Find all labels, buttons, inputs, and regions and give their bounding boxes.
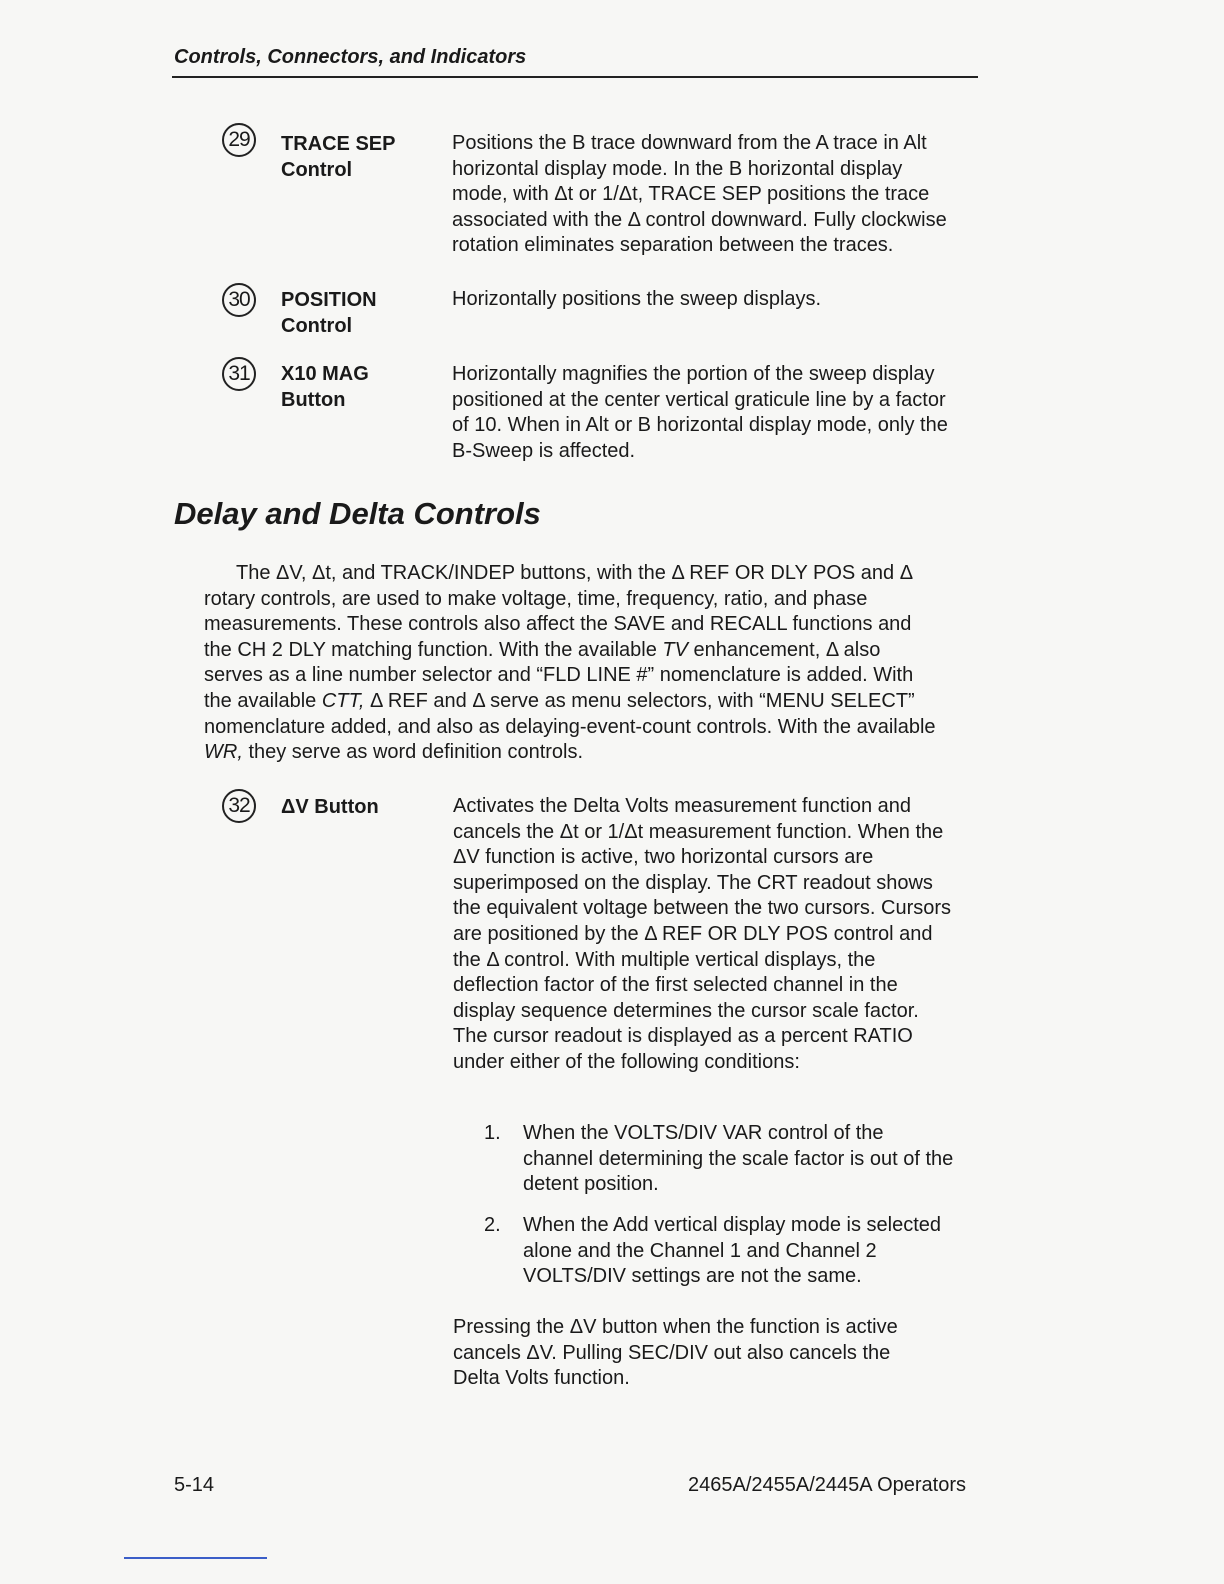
item-29-label-line2: Control (281, 159, 353, 181)
callout-number-30: 30 (222, 283, 256, 317)
closing-line: Pressing the ΔV button when the function is active (453, 1316, 898, 1338)
header-rule (172, 76, 978, 78)
section-title: Delay and Delta Controls (174, 496, 541, 531)
closing-paragraph (453, 1315, 898, 1392)
item-29-label (281, 131, 395, 183)
desc-line: of 10. When in Alt or B horizontal display mode, only the (452, 414, 948, 437)
intro-text: they serve as word definition controls. (242, 741, 584, 764)
list-line: alone and the Channel 1 and Channel 2 (523, 1239, 877, 1262)
desc-line: ΔV function is active, two horizontal cursors are (453, 846, 874, 869)
closing-line: cancels ΔV. Pulling SEC/DIV out also cancels the (453, 1341, 891, 1364)
intro-line: rotary controls, are used to make voltage, time, frequency, ratio, and phase (204, 587, 868, 610)
page-number: 5-14 (174, 1474, 215, 1496)
bottom-divider (124, 1557, 267, 1559)
list-line: detent position. (523, 1173, 659, 1196)
intro-text: Δ REF and Δ serve as menu selectors, with “MENU SELECT” (364, 689, 915, 712)
intro-line (204, 740, 984, 766)
desc-line: associated with the Δ control downward. Fully clockwise (452, 208, 947, 231)
desc-line: rotation eliminates separation between the traces. (452, 234, 894, 257)
desc-line: cancels the Δt or 1/Δt measurement function. When the (453, 820, 944, 843)
desc-line: positioned at the center vertical graticule line by a factor (452, 388, 946, 411)
desc-line: are positioned by the Δ REF OR DLY POS control and (453, 922, 933, 945)
list-line: channel determining the scale factor is out of the (523, 1147, 954, 1170)
intro-text: the available (204, 689, 322, 712)
item-32-description (453, 794, 951, 1076)
desc-line: superimposed on the display. The CRT readout shows (453, 871, 933, 894)
list-line: When the VOLTS/DIV VAR control of the (523, 1122, 884, 1144)
item-30-label (281, 287, 377, 339)
intro-text: enhancement, Δ also (687, 638, 881, 661)
item-30-description (452, 287, 821, 313)
callout-number-31: 31 (222, 357, 256, 391)
desc-line: horizontal display mode. In the B horizontal display (452, 157, 903, 180)
desc-line: deflection factor of the first selected channel in the (453, 974, 898, 997)
desc-line: the equivalent voltage between the two cursors. Cursors (453, 897, 952, 920)
intro-italic-tv: TV (662, 638, 688, 661)
item-31-label-line1: X10 MAG (281, 363, 369, 385)
intro-line: measurements. These controls also affect the SAVE and RECALL functions and (204, 613, 912, 636)
item-31-label-line2: Button (281, 389, 346, 411)
desc-line: display sequence determines the cursor scale factor. (453, 999, 919, 1022)
intro-line (204, 638, 984, 664)
item-31-label (281, 361, 369, 413)
item-32-label: ΔV Button (281, 796, 379, 818)
callout-number-29: 29 (222, 123, 256, 157)
item-31-description (452, 362, 948, 464)
intro-italic-ctt: CTT, (321, 689, 365, 712)
running-head: Controls, Connectors, and Indicators (174, 46, 527, 68)
intro-line: serves as a line number selector and “FLD LINE #” nomenclature is added. With (204, 664, 914, 687)
desc-line: under either of the following conditions: (453, 1050, 800, 1073)
desc-line: the Δ control. With multiple vertical displays, the (453, 948, 876, 971)
intro-line (204, 689, 984, 715)
desc-line: B-Sweep is affected. (452, 439, 636, 462)
desc-line: Horizontally magnifies the portion of the sweep display (452, 363, 935, 385)
list-number-2: 2. (484, 1214, 501, 1236)
desc-line: The cursor readout is displayed as a percent RATIO (453, 1025, 913, 1048)
desc-line: Activates the Delta Volts measurement function and (453, 795, 912, 817)
item-29-label-line1: TRACE SEP (281, 133, 396, 155)
intro-paragraph (204, 561, 984, 766)
list-item-1 (523, 1121, 953, 1198)
item-30-label-line1: POSITION (281, 289, 377, 311)
intro-line: The ΔV, Δt, and TRACK/INDEP buttons, with the Δ REF OR DLY POS and Δ (236, 562, 914, 584)
intro-italic-wr: WR, (204, 741, 243, 764)
desc-line: Horizontally positions the sweep displays. (452, 288, 822, 310)
item-30-label-line2: Control (281, 315, 353, 337)
list-line: VOLTS/DIV settings are not the same. (523, 1265, 862, 1288)
item-29-description (452, 131, 947, 259)
manual-title: 2465A/2455A/2445A Operators (688, 1474, 966, 1496)
intro-text: the CH 2 DLY matching function. With the available (204, 638, 663, 661)
desc-line: Positions the B trace downward from the A trace in Alt (452, 132, 927, 154)
desc-line: mode, with Δt or 1/Δt, TRACE SEP positions the trace (452, 183, 930, 206)
list-number-1: 1. (484, 1122, 501, 1144)
intro-line: nomenclature added, and also as delaying-event-count controls. With the available (204, 715, 936, 738)
callout-number-32: 32 (222, 789, 256, 823)
list-line: When the Add vertical display mode is selected (523, 1214, 941, 1236)
list-item-2 (523, 1213, 941, 1290)
closing-line: Delta Volts function. (453, 1367, 630, 1390)
